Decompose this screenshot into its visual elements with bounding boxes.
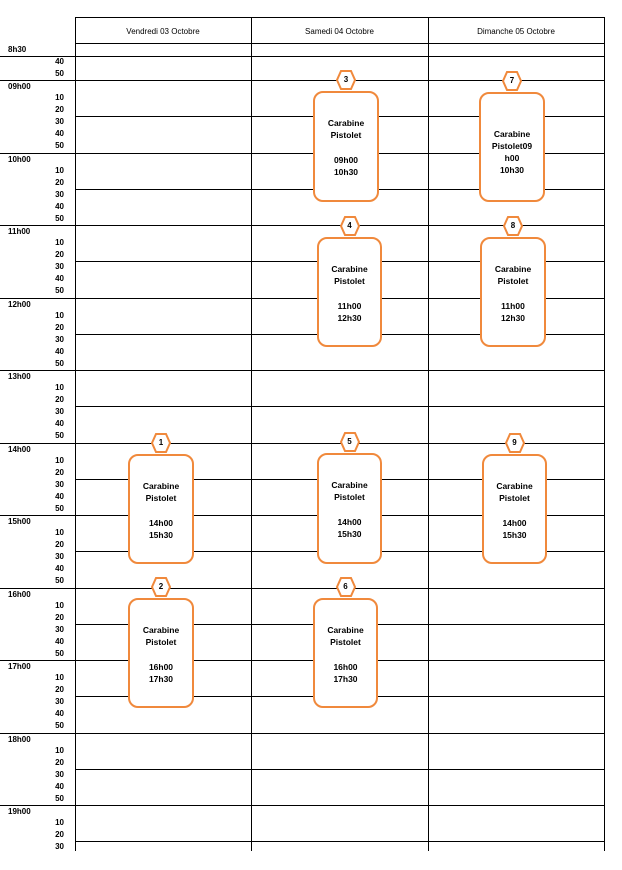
grid-line-vertical <box>251 17 252 851</box>
minute-label: 30 <box>55 407 64 416</box>
session-block[interactable] <box>313 91 379 202</box>
minute-label: 10 <box>55 745 64 755</box>
session-number: 3 <box>343 75 349 84</box>
minute-label: 40 <box>55 274 64 283</box>
session-block[interactable] <box>317 237 382 347</box>
minute-label: 20 <box>55 395 64 404</box>
grid-line-vertical <box>75 17 76 851</box>
minute-label: 50 <box>55 358 64 368</box>
session-number-badge <box>502 71 522 91</box>
minute-label: 10 <box>55 818 64 827</box>
minute-label: 30 <box>55 479 64 489</box>
session-block[interactable] <box>482 454 547 564</box>
minute-label: 50 <box>55 503 64 513</box>
session-time-label: 16h00 <box>333 662 358 672</box>
minute-label: 50 <box>55 793 64 803</box>
minute-label: 50 <box>55 431 64 440</box>
minute-label: 40 <box>55 709 64 718</box>
session-number: 2 <box>158 582 164 591</box>
session-time-label: 14h00 <box>502 518 527 528</box>
session-weapon-label: Carabine <box>331 264 368 274</box>
session-number-badge <box>340 216 360 236</box>
session-time-label: 15h30 <box>337 529 362 539</box>
minute-label: 10 <box>55 165 64 175</box>
hour-label: 17h00 <box>8 662 31 671</box>
session-number-badge <box>336 577 356 597</box>
hour-label: 14h00 <box>8 444 31 454</box>
session-time-label: 14h00 <box>337 517 362 527</box>
session-time-label: 09h00 <box>333 155 359 165</box>
minute-label: 30 <box>55 262 64 271</box>
session-number-badge <box>336 70 356 90</box>
session-time-label: 17h30 <box>148 674 174 684</box>
minute-label: 50 <box>55 213 64 223</box>
minute-label: 20 <box>55 467 64 477</box>
session-block[interactable] <box>128 598 194 708</box>
session-time-label: 17h30 <box>333 674 358 684</box>
session-number-badge <box>503 216 523 236</box>
session-block[interactable] <box>128 454 194 564</box>
minute-label: 40 <box>55 781 64 791</box>
session-time-label: 12h30 <box>500 313 526 323</box>
session-number: 5 <box>347 437 352 446</box>
session-weapon-label: Carabine <box>493 129 531 139</box>
session-weapon-label: Pistolet <box>330 637 361 647</box>
session-time-label: 11h00 <box>337 301 362 311</box>
grid-line-horizontal <box>0 588 604 589</box>
minute-label: 30 <box>55 189 64 199</box>
minute-label: 50 <box>55 141 64 150</box>
session-time-label: 15h30 <box>502 530 527 540</box>
minute-label: 20 <box>55 830 64 839</box>
minute-label: 30 <box>55 624 64 634</box>
minute-label: 10 <box>55 310 64 320</box>
session-weapon-label: Carabine <box>327 118 365 128</box>
session-weapon-label: Pistolet <box>499 493 530 503</box>
minute-label: 10 <box>55 455 64 465</box>
minute-label: 50 <box>55 648 64 658</box>
grid-line-horizontal <box>0 660 604 661</box>
session-number-badge <box>151 577 171 597</box>
minute-label: 50 <box>55 576 64 585</box>
minute-label: 20 <box>55 757 64 767</box>
hour-label: 15h00 <box>8 517 31 526</box>
session-weapon-label: Pistolet <box>330 130 362 140</box>
minute-label: 50 <box>55 69 64 78</box>
grid-line-horizontal <box>75 17 604 18</box>
day-header: Vendredi 03 Octobre <box>126 27 200 36</box>
session-weapon-label: Carabine <box>494 264 532 274</box>
session-block[interactable] <box>480 237 546 347</box>
minute-label: 10 <box>55 600 64 610</box>
grid-line-horizontal <box>75 406 604 407</box>
session-time-label: 11h00 <box>501 301 525 311</box>
minute-label: 40 <box>55 57 64 66</box>
session-number: 1 <box>158 438 164 447</box>
session-block[interactable] <box>317 453 382 564</box>
grid-line-horizontal <box>75 769 604 770</box>
session-weapon-label: Pistolet <box>334 492 365 502</box>
grid-line-horizontal <box>0 56 604 57</box>
session-number: 9 <box>512 438 517 447</box>
minute-label: 50 <box>55 286 64 295</box>
day-header: Dimanche 05 Octobre <box>477 27 555 36</box>
session-weapon-label: Carabine <box>496 481 533 491</box>
start-time-label: 8h30 <box>8 45 27 54</box>
session-number: 7 <box>509 76 515 85</box>
session-weapon-label: Carabine <box>142 481 180 491</box>
session-number-badge <box>151 433 171 453</box>
session-number-badge <box>505 433 525 453</box>
hour-label: 18h00 <box>8 734 31 744</box>
grid-line-vertical <box>604 17 605 851</box>
minute-label: 30 <box>55 697 64 706</box>
minute-label: 50 <box>55 721 64 730</box>
session-weapon-label: Pistolet <box>145 637 177 647</box>
grid-line-vertical <box>428 17 429 851</box>
minute-label: 40 <box>55 419 64 428</box>
hour-label: 16h00 <box>8 589 31 599</box>
session-weapon-label: Carabine <box>331 480 368 490</box>
session-time-label: 10h30 <box>499 165 525 175</box>
minute-label: 40 <box>55 564 64 573</box>
minute-label: 10 <box>55 383 64 392</box>
session-weapon-label: Carabine <box>142 625 180 635</box>
minute-label: 20 <box>55 250 64 259</box>
minute-label: 20 <box>55 540 64 549</box>
minute-label: 20 <box>55 322 64 332</box>
minute-label: 20 <box>55 105 64 114</box>
session-number: 4 <box>347 221 352 230</box>
grid-line-horizontal <box>75 43 604 44</box>
minute-label: 30 <box>55 117 64 126</box>
day-header: Samedi 04 Octobre <box>305 27 374 36</box>
session-time-label: 12h30 <box>337 313 362 323</box>
minute-label: 40 <box>55 346 64 356</box>
session-time-label: 10h30 <box>333 167 359 177</box>
minute-label: 20 <box>55 612 64 622</box>
minute-label: 10 <box>55 93 64 102</box>
hour-label: 19h00 <box>8 807 31 816</box>
minute-label: 30 <box>55 769 64 779</box>
hour-label: 10h00 <box>8 154 31 164</box>
grid-line-horizontal <box>0 805 604 806</box>
hour-label: 11h00 <box>8 227 31 236</box>
hour-label: 13h00 <box>8 372 31 381</box>
session-weapon-label: Pistolet09 <box>491 141 533 151</box>
minute-label: 30 <box>55 842 64 851</box>
session-weapon-label: Carabine <box>327 625 364 635</box>
session-weapon-label: Pistolet <box>334 276 365 286</box>
minute-label: 10 <box>55 673 64 682</box>
grid-line-horizontal <box>0 733 604 734</box>
minute-label: 10 <box>55 238 64 247</box>
minute-label: 40 <box>55 491 64 501</box>
session-number: 8 <box>510 221 516 230</box>
session-weapon-label: Pistolet <box>497 276 529 286</box>
minute-label: 40 <box>55 129 64 138</box>
grid-line-horizontal <box>0 370 604 371</box>
session-number-badge <box>340 432 360 452</box>
hour-label: 12h00 <box>8 299 31 309</box>
session-number: 6 <box>343 582 348 591</box>
minute-label: 20 <box>55 685 64 694</box>
grid-line-horizontal <box>75 841 604 842</box>
minute-label: 20 <box>55 177 64 187</box>
session-time-label: h00 <box>504 153 520 163</box>
session-block[interactable] <box>479 92 545 202</box>
session-weapon-label: Pistolet <box>145 493 177 503</box>
minute-label: 10 <box>55 528 64 537</box>
session-block[interactable] <box>313 598 378 708</box>
minute-label: 30 <box>55 552 64 561</box>
minute-label: 40 <box>55 201 64 211</box>
session-time-label: 15h30 <box>148 530 174 540</box>
minute-label: 30 <box>55 334 64 344</box>
session-time-label: 16h00 <box>148 662 174 672</box>
minute-label: 40 <box>55 636 64 646</box>
session-time-label: 14h00 <box>148 518 174 528</box>
hour-label: 09h00 <box>8 82 31 91</box>
